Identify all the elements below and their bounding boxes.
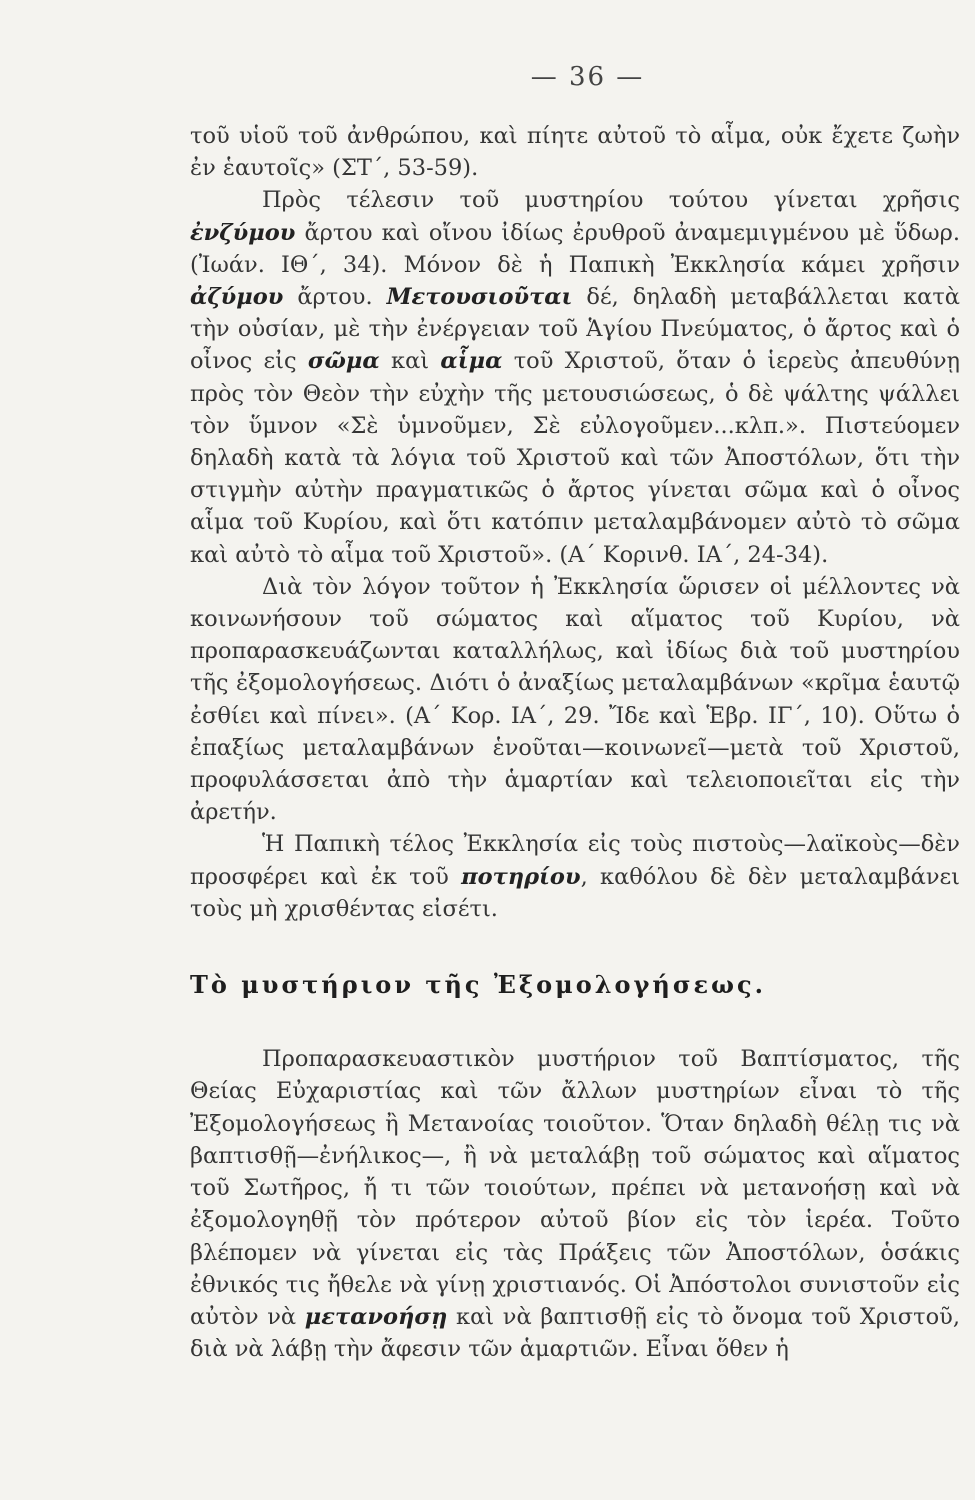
paragraph-5 [190,1043,960,1365]
text-run: Πρὸς τέλεσιν τοῦ μυστηρίου τούτου γίνεται χρῆσις [262,187,960,214]
emphasis-text: Μετουσιοῦται [386,284,573,311]
text-run: Προπαρασκευαστικὸν μυστήριον τοῦ Βαπτίσματος, τῆς Θείας Εὐχαριστίας καὶ τῶν ἄλλων μυστηρίων εἶναι τὸ τῆς Ἐξομολογήσεως ἢ Μετανοίας τοιοῦτον. Ὅταν δηλαδὴ θέλῃ τις νὰ βαπτισθῇ—ἐνήλικος—, ἢ νὰ μεταλάβῃ τοῦ σώματος καὶ αἵματος τοῦ Σωτῆρος, ἤ τι τῶν τοιούτων, πρέπει νὰ μετανοήσῃ καὶ νὰ ἐξομολογηθῇ τὸν πρότερον αὐτοῦ βίον εἰς τὸν ἱερέα. Τοῦτο βλέπομεν νὰ γίνεται εἰς τὰς Πράξεις τῶν Ἀποστόλων, ὁσάκις ἐθνικός τις ἤθελε νὰ γίνῃ χριστιανός. Οἱ Ἀπόστολοι συνιστοῦν εἰς αὐτὸν νὰ [190,1046,960,1330]
emphasis-text: σῶμα [307,348,380,375]
paragraph-4 [190,828,960,925]
emphasis-text: ἐνζύμου [190,219,296,246]
section-heading: Τὸ μυστήριον τῆς Ἐξομολογήσεως. [190,970,766,1000]
text-run: δέ, δηλαδὴ μεταβάλλεται κατὰ τὴν οὐσίαν, μὲ τὴν ἐνέργειαν τοῦ Ἁγίου Πνεύματος, ὁ ἄρτος καὶ ὁ οἶνος εἰς [190,284,960,375]
emphasis-text: ἀζύμου [190,284,284,311]
text-run: , καθόλου δὲ δὲν μεταλαμβάνει τοὺς μὴ χρισθέντας εἰσέτι. [190,863,960,922]
page-body [190,120,960,1365]
text-run: ἄρτου καὶ οἴνου ἰδίως ἐρυθροῦ ἀναμεμιγμένου μὲ ὕδωρ. (Ἰωάν. ΙΘ΄, 34). Μόνον δὲ ἡ Παπικὴ Ἐκκλησία κάμει χρῆσιν [190,219,960,278]
page-number: — 36 — [530,62,645,92]
emphasis-text: μετανοήσῃ [304,1303,448,1330]
paragraph-1: τοῦ υἱοῦ τοῦ ἀνθρώπου, καὶ πίητε αὐτοῦ τὸ αἷμα, οὐκ ἔχετε ζωὴν ἐν ἑαυτοῖς» (ΣΤ΄, 53-59). [190,123,960,182]
text-run: Ἡ Παπικὴ τέλος Ἐκκλησία εἰς τοὺς πιστοὺς—λαϊκοὺς—δὲν προσφέρει καὶ ἐκ τοῦ [190,831,960,890]
text-run: καὶ [379,348,441,375]
text-run: ἄρτου. [283,284,387,311]
text-run: τοῦ Χριστοῦ, ὅταν ὁ ἱερεὺς ἀπευθύνῃ πρὸς τὸν Θεὸν τὴν εὐχὴν τῆς μετουσιώσεως, ὁ δὲ ψάλτης ψάλλει τὸν ὕμνον «Σὲ ὑμνοῦμεν, Σὲ εὐλογοῦμεν...κλπ.». Πιστεύομεν δηλαδὴ κατὰ τὰ λόγια τοῦ Χριστοῦ καὶ τῶν Ἀποστόλων, ὅτι τὴν στιγμὴν αὐτὴν πραγματικῶς ὁ ἄρτος γίνεται σῶμα καὶ ὁ οἶνος αἷμα τοῦ Κυρίου, καὶ ὅτι κατόπιν μεταλαμβάνομεν αὐτὸ τὸ σῶμα καὶ αὐτὸ τὸ αἷμα τοῦ Χριστοῦ». (Α΄ Κορινθ. ΙΑ΄, 24-34). [190,348,960,568]
text-run: καὶ νὰ βαπτισθῇ εἰς τὸ ὄνομα τοῦ Χριστοῦ, διὰ νὰ λάβῃ τὴν ἄφεσιν τῶν ἁμαρτιῶν. Εἶναι ὅθεν ἡ [190,1303,960,1363]
emphasis-text: ποτηρίου [461,863,581,890]
paragraph-3: Διὰ τὸν λόγον τοῦτον ἡ Ἐκκλησία ὥρισεν οἱ μέλλοντες νὰ κοινωνήσουν τοῦ σώματος καὶ αἵματος τοῦ Κυρίου, νὰ προπαρασκευάζωνται καταλλήλως, καὶ ἰδίως διὰ τοῦ μυστηρίου τῆς ἐξομολογήσεως. Διότι ὁ ἀναξίως μεταλαμβάνων «κρῖμα ἑαυτῷ ἐσθίει καὶ πίνει». (Α΄ Κορ. ΙΑ΄, 29. Ἴδε καὶ Ἑβρ. ΙΓ΄, 10). Οὕτω ὁ ἐπαξίως μεταλαμβάνων ἑνοῦται—κοινωνεῖ—μετὰ τοῦ Χριστοῦ, προφυλάσσεται ἀπὸ τὴν ἁμαρτίαν καὶ τελειοποιεῖται εἰς τὴν ἀρετήν. [190,573,960,826]
emphasis-text: αἷμα [440,348,503,375]
paragraph-2 [190,184,960,570]
